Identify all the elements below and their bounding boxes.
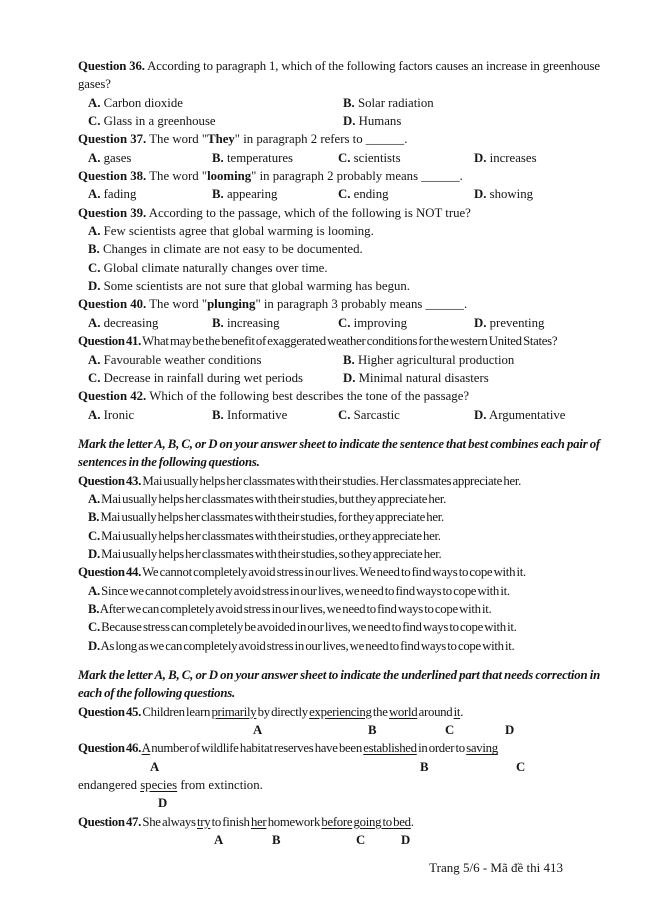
stem-segment: endangered bbox=[78, 778, 141, 793]
option-text: Because stress can completely be avoided in our lives, we need to find ways to cope with it. bbox=[101, 620, 517, 635]
question-45 bbox=[78, 703, 600, 740]
option-text: Glass in a greenhouse bbox=[103, 114, 216, 129]
marker-46-a: A bbox=[150, 759, 160, 774]
marker-47-d: D bbox=[401, 833, 411, 848]
option-letter: D. bbox=[88, 638, 100, 653]
question-37-option-a bbox=[88, 149, 212, 167]
option-text: ending bbox=[353, 187, 389, 202]
option-letter: C. bbox=[88, 114, 101, 129]
stem-pre: The word " bbox=[149, 169, 208, 184]
option-text: Mai usually helps her classmates with their studies, for they appreciate her. bbox=[100, 510, 444, 525]
question-38-options bbox=[78, 185, 600, 203]
question-46-stem bbox=[78, 739, 600, 757]
marker-46-c: C bbox=[516, 759, 526, 774]
question-44-stem bbox=[78, 563, 600, 581]
question-37-stem bbox=[78, 130, 600, 148]
question-39 bbox=[78, 204, 600, 296]
question-38-option-d bbox=[474, 185, 533, 203]
option-text: improving bbox=[353, 315, 407, 330]
option-text: Carbon dioxide bbox=[103, 95, 183, 110]
option-letter: C. bbox=[338, 407, 351, 422]
question-44-option-d bbox=[78, 637, 600, 655]
question-47-stem bbox=[78, 813, 600, 831]
option-letter: C. bbox=[338, 187, 351, 202]
question-40-option-b bbox=[212, 314, 338, 332]
question-38 bbox=[78, 167, 600, 204]
question-42-options bbox=[78, 406, 600, 424]
section-instruction-combine: Mark the letter A, B, C, or D on your answer sheet to indicate the sentence that best combines each pair of sentences in the following questions. bbox=[78, 436, 600, 470]
option-text: Informative bbox=[226, 407, 288, 422]
question-38-option-c bbox=[338, 185, 474, 203]
stem-segment: number of wildlife habitat reserves have been bbox=[149, 741, 364, 756]
marker-45-d: D bbox=[505, 723, 515, 738]
question-36-option-c bbox=[88, 112, 343, 130]
question-36-text: According to paragraph 1, which of the following factors causes an increase in greenhouse gases? bbox=[78, 59, 600, 92]
question-43-label: Question 43. bbox=[78, 473, 142, 488]
question-40-label: Question 40. bbox=[78, 297, 147, 312]
stem-segment: homework bbox=[266, 814, 322, 829]
question-41-option-b bbox=[343, 351, 514, 369]
underlined-part-c: saving bbox=[466, 741, 498, 756]
stem-segment: from extinction. bbox=[177, 778, 263, 793]
option-letter: A. bbox=[88, 224, 101, 239]
option-text: Favourable weather conditions bbox=[103, 352, 262, 367]
question-40-options bbox=[78, 314, 600, 332]
question-36-option-b bbox=[343, 94, 434, 112]
question-39-option-c bbox=[78, 259, 600, 277]
question-41-option-a bbox=[88, 351, 343, 369]
question-36-option-d bbox=[343, 112, 401, 130]
option-letter: C. bbox=[88, 260, 101, 275]
option-text: Since we cannot completely avoid stress in our lives, we need to find ways to cope with it. bbox=[101, 583, 510, 598]
question-42-label: Question 42. bbox=[78, 389, 147, 404]
question-37-options bbox=[78, 149, 600, 167]
question-40-option-d bbox=[474, 314, 544, 332]
option-text: increases bbox=[489, 150, 537, 165]
option-letter: D. bbox=[474, 407, 487, 422]
question-46-letter-row-1 bbox=[78, 758, 600, 776]
stem-segment: by directly bbox=[256, 704, 310, 719]
option-text: Solar radiation bbox=[357, 95, 434, 110]
option-text: Mai usually helps her classmates with their studies, or they appreciate her. bbox=[101, 528, 441, 543]
option-text: Few scientists agree that global warming is looming. bbox=[103, 224, 374, 239]
option-text: Minimal natural disasters bbox=[358, 370, 489, 385]
option-letter: D. bbox=[474, 150, 487, 165]
question-42-option-c bbox=[338, 406, 474, 424]
option-letter: A. bbox=[88, 407, 101, 422]
question-40-option-a bbox=[88, 314, 212, 332]
option-letter: D. bbox=[88, 279, 101, 294]
option-letter: C. bbox=[338, 150, 351, 165]
question-44-option-b bbox=[78, 600, 600, 618]
option-letter: D. bbox=[474, 187, 487, 202]
option-letter: B. bbox=[88, 601, 100, 616]
question-47-label: Question 47. bbox=[78, 814, 142, 829]
option-text: temperatures bbox=[226, 150, 294, 165]
option-letter: C. bbox=[88, 370, 101, 385]
underlined-part-c: before bbox=[321, 814, 353, 829]
option-letter: A. bbox=[88, 352, 101, 367]
question-37-option-c bbox=[338, 149, 474, 167]
option-text: Mai usually helps her classmates with their studies, but they appreciate her. bbox=[101, 491, 447, 506]
option-letter: B. bbox=[88, 510, 100, 525]
question-36-stem bbox=[78, 57, 600, 94]
stem-pre: The word " bbox=[149, 297, 208, 312]
quoted-word: looming bbox=[207, 169, 252, 184]
option-letter: C. bbox=[88, 528, 100, 543]
option-text: As long as we can completely avoid stress in our lives, we need to find ways to cope with it. bbox=[100, 638, 515, 653]
option-text: showing bbox=[489, 187, 534, 202]
question-41-option-c bbox=[88, 369, 343, 387]
question-42-option-a bbox=[88, 406, 212, 424]
option-text: Some scientists are not sure that global warming has begun. bbox=[103, 279, 411, 294]
question-43-option-c bbox=[78, 527, 600, 545]
option-letter: A. bbox=[88, 187, 101, 202]
marker-47-c: C bbox=[356, 833, 366, 848]
page-content bbox=[78, 57, 600, 849]
option-letter: B. bbox=[212, 315, 224, 330]
underlined-part-d: species bbox=[140, 778, 178, 793]
question-44-option-a bbox=[78, 582, 600, 600]
underlined-part-c: world bbox=[388, 704, 418, 719]
question-39-option-b bbox=[78, 240, 600, 258]
underlined-part-d: going to bed bbox=[353, 814, 411, 829]
option-letter: D. bbox=[343, 370, 356, 385]
quoted-word: plunging bbox=[207, 297, 256, 312]
question-43-option-a bbox=[78, 490, 600, 508]
question-42-text: Which of the following best describes the tone of the passage? bbox=[149, 389, 470, 404]
option-letter: A. bbox=[88, 315, 101, 330]
question-41-label: Question 41. bbox=[78, 334, 142, 349]
stem-post: " in paragraph 2 refers to ______. bbox=[234, 132, 408, 147]
question-37-label: Question 37. bbox=[78, 132, 147, 147]
option-letter: A. bbox=[88, 150, 101, 165]
question-42-option-b bbox=[212, 406, 338, 424]
question-37-option-b bbox=[212, 149, 338, 167]
underlined-part-a: primarily bbox=[211, 704, 257, 719]
option-text: Sarcastic bbox=[353, 407, 400, 422]
question-39-label: Question 39. bbox=[78, 205, 147, 220]
underlined-part-d: it bbox=[453, 704, 461, 719]
option-letter: A. bbox=[88, 583, 100, 598]
question-42-option-d bbox=[474, 406, 565, 424]
question-44 bbox=[78, 563, 600, 655]
option-text: appearing bbox=[226, 187, 278, 202]
question-43-stem bbox=[78, 472, 600, 490]
option-text: Ironic bbox=[103, 407, 135, 422]
question-38-option-b bbox=[212, 185, 338, 203]
question-44-text: We cannot completely avoid stress in our lives. We need to find ways to cope with it. bbox=[142, 565, 526, 580]
stem-segment: the bbox=[371, 704, 389, 719]
question-41-options-row-1 bbox=[78, 351, 600, 369]
option-letter: D. bbox=[88, 546, 100, 561]
stem-segment: . bbox=[460, 704, 464, 719]
option-text: decreasing bbox=[103, 315, 159, 330]
question-38-label: Question 38. bbox=[78, 169, 147, 184]
stem-segment: in order to bbox=[416, 741, 467, 756]
question-47-letter-row bbox=[78, 831, 600, 849]
quoted-word: They bbox=[207, 132, 235, 147]
question-46-letter-row-2 bbox=[78, 794, 600, 812]
question-42 bbox=[78, 387, 600, 424]
option-letter: C. bbox=[338, 315, 351, 330]
section-instruction-correction: Mark the letter A, B, C, or D on your answer sheet to indicate the underlined part that needs correction in each of the following questions. bbox=[78, 668, 600, 701]
question-45-letter-row bbox=[78, 721, 600, 739]
option-letter: A. bbox=[88, 95, 101, 110]
question-43-text: Mai usually helps her classmates with their studies. Her classmates appreciate her. bbox=[142, 473, 521, 488]
option-letter: D. bbox=[343, 114, 356, 129]
question-41-option-d bbox=[343, 369, 489, 387]
option-text: After we can completely avoid stress in our lives, we need to find ways to cope with it. bbox=[99, 601, 492, 616]
question-40-option-c bbox=[338, 314, 474, 332]
marker-45-a: A bbox=[253, 723, 263, 738]
stem-segment: She always bbox=[142, 814, 198, 829]
question-43 bbox=[78, 472, 600, 564]
underlined-part-a: A bbox=[141, 741, 150, 756]
question-46 bbox=[78, 739, 600, 812]
question-36-option-a bbox=[88, 94, 343, 112]
question-36-label: Question 36. bbox=[78, 59, 145, 73]
question-38-option-a bbox=[88, 185, 212, 203]
question-45-label: Question 45. bbox=[78, 704, 142, 719]
option-text: Changes in climate are not easy to be documented. bbox=[102, 242, 363, 257]
stem-segment: around bbox=[417, 704, 454, 719]
underlined-part-b: her bbox=[250, 814, 267, 829]
question-41-text: What may be the benefit of exaggerated weather conditions for the western United States? bbox=[142, 334, 558, 349]
question-36-options-row-1 bbox=[78, 94, 600, 112]
option-text: scientists bbox=[353, 150, 401, 165]
stem-post: " in paragraph 3 probably means ______. bbox=[255, 297, 468, 312]
underlined-part-b: experiencing bbox=[309, 704, 372, 719]
option-letter: B. bbox=[212, 407, 224, 422]
marker-45-c: C bbox=[445, 723, 455, 738]
question-39-stem bbox=[78, 204, 600, 222]
question-37 bbox=[78, 130, 600, 167]
underlined-part-a: try bbox=[197, 814, 211, 829]
option-text: Higher agricultural production bbox=[357, 352, 515, 367]
marker-47-a: A bbox=[214, 833, 224, 848]
option-text: preventing bbox=[489, 315, 545, 330]
option-letter: C. bbox=[88, 620, 100, 635]
question-39-option-a bbox=[78, 222, 600, 240]
marker-46-b: B bbox=[420, 759, 429, 774]
stem-post: " in paragraph 2 probably means ______. bbox=[251, 169, 463, 184]
question-44-label: Question 44. bbox=[78, 565, 142, 580]
question-46-label: Question 46. bbox=[78, 741, 142, 756]
question-40-stem bbox=[78, 295, 600, 313]
question-44-option-c bbox=[78, 618, 600, 636]
question-46-stem-line-2 bbox=[78, 776, 600, 794]
question-38-stem bbox=[78, 167, 600, 185]
option-letter: B. bbox=[212, 150, 224, 165]
question-45-stem bbox=[78, 703, 600, 721]
stem-segment: Children learn bbox=[142, 704, 212, 719]
marker-45-b: B bbox=[368, 723, 377, 738]
question-43-option-d bbox=[78, 545, 600, 563]
question-39-option-d bbox=[78, 277, 600, 295]
question-40 bbox=[78, 295, 600, 332]
question-47 bbox=[78, 813, 600, 850]
option-letter: B. bbox=[343, 95, 355, 110]
option-letter: B. bbox=[88, 242, 100, 257]
marker-47-b: B bbox=[272, 833, 281, 848]
option-text: increasing bbox=[226, 315, 280, 330]
question-36-options-row-2 bbox=[78, 112, 600, 130]
stem-segment: to finish bbox=[210, 814, 251, 829]
option-letter: B. bbox=[212, 187, 224, 202]
stem-pre: The word " bbox=[149, 132, 208, 147]
option-text: gases bbox=[103, 150, 132, 165]
option-text: Mai usually helps her classmates with their studies, so they appreciate her. bbox=[101, 546, 442, 561]
stem-segment: . bbox=[410, 814, 414, 829]
option-text: Humans bbox=[358, 114, 402, 129]
question-41-stem bbox=[78, 332, 600, 350]
option-text: fading bbox=[103, 187, 137, 202]
question-41-options-row-2 bbox=[78, 369, 600, 387]
marker-46-d: D bbox=[158, 796, 168, 811]
question-39-text: According to the passage, which of the following is NOT true? bbox=[148, 205, 471, 220]
question-42-stem bbox=[78, 387, 600, 405]
option-text: Decrease in rainfall during wet periods bbox=[103, 370, 303, 385]
question-36 bbox=[78, 57, 600, 130]
page-footer: Trang 5/6 - Mã đề thi 413 bbox=[429, 860, 563, 875]
question-41 bbox=[78, 332, 600, 387]
question-43-option-b bbox=[78, 508, 600, 526]
option-letter: D. bbox=[474, 315, 487, 330]
question-37-option-d bbox=[474, 149, 537, 167]
option-text: Global climate naturally changes over time. bbox=[103, 260, 328, 275]
option-letter: B. bbox=[343, 352, 355, 367]
option-text: Argumentative bbox=[488, 407, 566, 422]
underlined-part-b: established bbox=[363, 741, 417, 756]
option-letter: A. bbox=[88, 491, 100, 506]
